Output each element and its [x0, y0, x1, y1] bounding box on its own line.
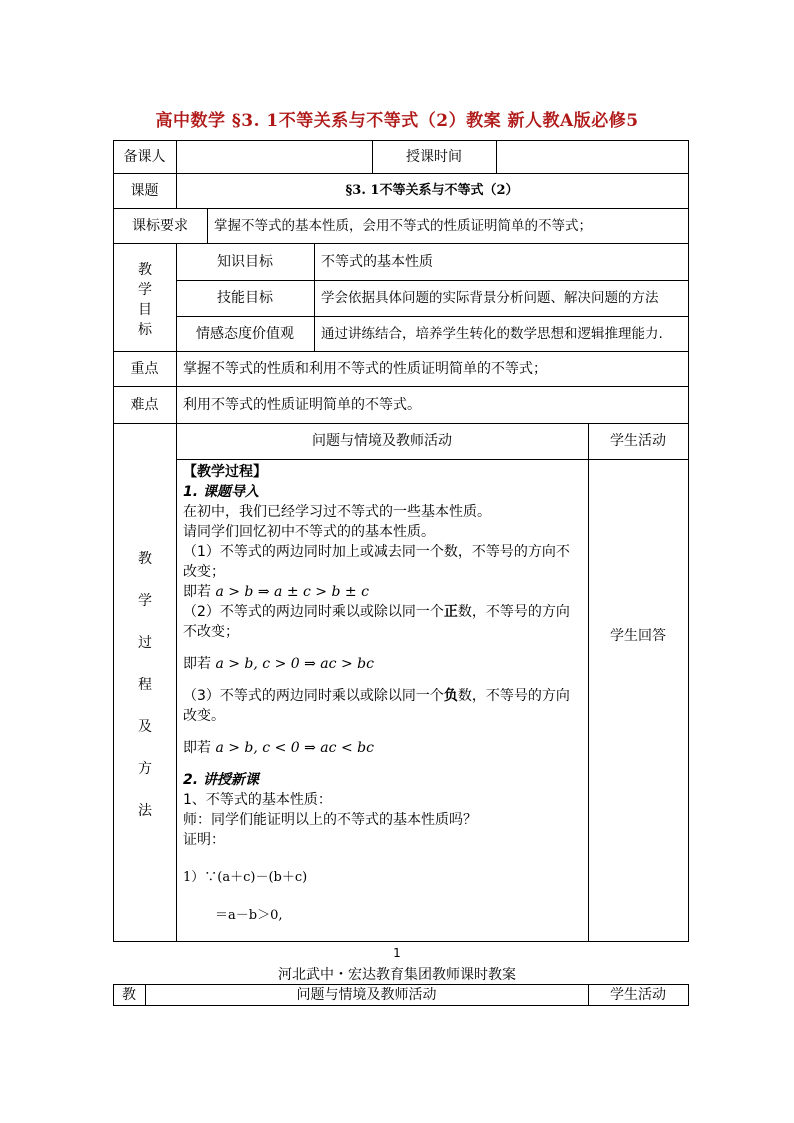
next-col-2: 问题与情境及教师活动 — [296, 987, 437, 1003]
property-2-formula — [183, 654, 583, 674]
formula: a > b ⇒ a ± c > b ± c — [215, 584, 369, 600]
goals-label-char: 教 — [138, 262, 152, 278]
standard-label: 课标要求 — [132, 218, 188, 234]
topic-label: 课题 — [130, 183, 159, 199]
goals-label-char: 学 — [138, 282, 152, 298]
process-label-char: 法 — [138, 803, 152, 819]
property-2-text: （2）不等式的两边同时乘以或除以同一个 — [183, 604, 444, 620]
formula: a > b, c > 0 ⇒ ac > bc — [215, 656, 374, 672]
next-col-1: 教 — [122, 987, 136, 1003]
section-new-lesson-title: 2. 讲授新课 — [183, 772, 259, 788]
key-value: 掌握不等式的性质和利用不等式的性质证明简单的不等式； — [183, 361, 547, 377]
process-heading: 【教学过程】 — [183, 464, 267, 480]
page-title: 高中数学 §3. 1不等关系与不等式（2）教案 新人教A版必修5 — [155, 111, 639, 131]
process-label-char: 及 — [138, 719, 152, 735]
property-3-formula — [183, 738, 583, 758]
property-1: （1）不等式的两边同时加上或减去同一个数，不等号的方向不改变； — [183, 544, 570, 580]
formula-prefix: 即若 — [183, 584, 211, 600]
section-intro-title: 1. 课题导入 — [183, 484, 259, 500]
knowledge-label: 知识目标 — [217, 254, 273, 270]
paragraph: 1、不等式的基本性质： — [183, 792, 332, 808]
proof-step-1: 1）∵(a＋c)－(b＋c) — [183, 870, 308, 885]
teaching-process — [183, 462, 583, 926]
skill-label: 技能目标 — [217, 290, 273, 306]
process-label-char: 方 — [138, 761, 152, 777]
property-2 — [183, 602, 583, 642]
skill-value: 学会依据具体问题的实际背景分析问题、解决问题的方法 — [321, 290, 659, 306]
activity-header: 问题与情境及教师活动 — [312, 433, 452, 449]
next-col-3: 学生活动 — [610, 987, 666, 1003]
property-3 — [183, 686, 583, 726]
difficulty-label: 难点 — [130, 397, 159, 413]
goals-label-char: 目 — [138, 302, 152, 318]
paragraph: 在初中，我们已经学习过不等式的一些基本性质。 — [183, 504, 491, 520]
attitude-label: 情感态度价值观 — [196, 326, 294, 342]
property-2-text: 数，不等号的方向不改变； — [183, 604, 570, 640]
student-header: 学生活动 — [610, 433, 666, 449]
property-3-text: （3）不等式的两边同时乘以或除以同一个 — [183, 688, 444, 704]
formula-prefix: 即若 — [183, 656, 211, 672]
proof-step-2: ＝a－b＞0, — [215, 908, 283, 923]
paragraph: 师：同学们能证明以上的不等式的基本性质吗？ — [183, 812, 477, 828]
key-label: 重点 — [130, 361, 159, 377]
standard-value: 掌握不等式的基本性质，会用不等式的性质证明简单的不等式； — [214, 218, 592, 234]
process-label-char: 过 — [138, 635, 152, 651]
difficulty-value: 利用不等式的性质证明简单的不等式。 — [183, 397, 421, 413]
process-label-char: 教 — [138, 551, 152, 567]
page-number: 1 — [393, 946, 401, 960]
formula: a > b, c < 0 ⇒ ac < bc — [215, 740, 374, 756]
formula-prefix: 即若 — [183, 740, 211, 756]
property-2-emphasis: 正 — [443, 604, 458, 620]
time-label: 授课时间 — [406, 149, 462, 165]
preparer-label: 备课人 — [123, 149, 166, 165]
paragraph: 证明： — [183, 832, 225, 848]
process-label-char: 学 — [138, 593, 152, 609]
attitude-value: 通过讲练结合，培养学生转化的数学思想和逻辑推理能力. — [321, 326, 663, 342]
topic-value: §3. 1不等关系与不等式（2） — [345, 183, 519, 198]
school-line: 河北武中・宏达教育集团教师课时教案 — [278, 967, 516, 983]
property-3-emphasis: 负 — [443, 688, 458, 704]
property-1-formula — [183, 582, 583, 602]
goals-label-char: 标 — [138, 322, 152, 338]
property-3-text: 数，不等号的方向改变。 — [183, 688, 570, 724]
knowledge-value: 不等式的基本性质 — [321, 254, 433, 270]
process-label-char: 程 — [138, 677, 152, 693]
paragraph: 请同学们回忆初中不等式的的基本性质。 — [183, 524, 435, 540]
student-answer: 学生回答 — [610, 628, 666, 644]
